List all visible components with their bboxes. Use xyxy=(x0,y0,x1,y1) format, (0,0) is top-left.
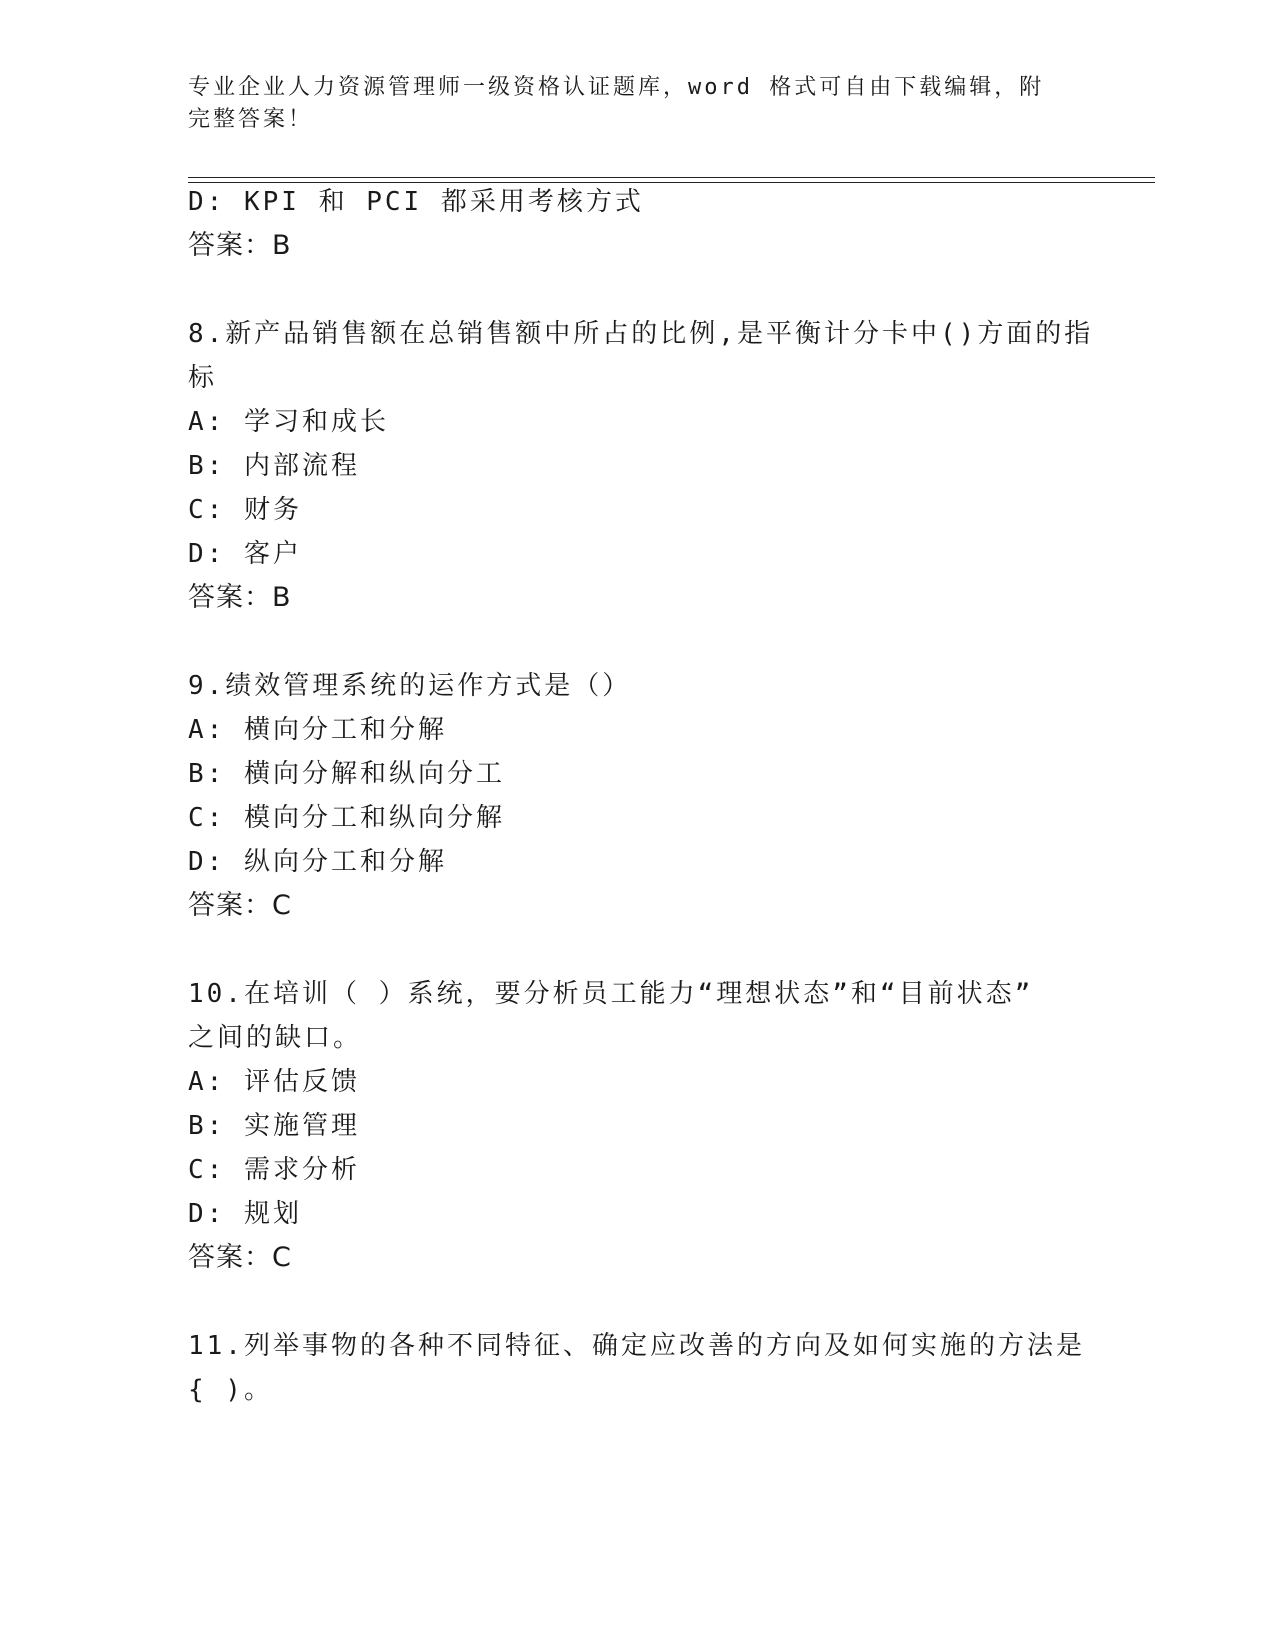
q10-option-b: B: 实施管理 xyxy=(188,1111,360,1141)
q8-option-b: B: 内部流程 xyxy=(188,451,360,481)
q7-option-d: D: KPI 和 PCI 都采用考核方式 xyxy=(188,187,644,217)
q9-option-c: C: 模向分工和纵向分解 xyxy=(188,803,505,833)
q11-stem-line1: 11.列举事物的各种不同特征、确定应改善的方向及如何实施的方法是 xyxy=(188,1331,1085,1361)
q11-stem-line2: { )。 xyxy=(188,1375,273,1405)
q9-option-a: A: 横向分工和分解 xyxy=(188,715,447,745)
q7-answer: 答案：B xyxy=(188,230,292,261)
q10-option-c: C: 需求分析 xyxy=(188,1155,360,1185)
q9-stem-line1: 9.绩效管理系统的运作方式是（） xyxy=(188,671,632,701)
q10-stem-line1: 10.在培训（ ）系统，要分析员工能力“理想状态”和“目前状态” xyxy=(188,979,1034,1009)
q8-option-c: C: 财务 xyxy=(188,495,302,525)
q10-stem-line2: 之间的缺口。 xyxy=(188,1023,363,1053)
q8-option-d: D: 客户 xyxy=(188,539,302,569)
header-divider-top xyxy=(188,177,1155,178)
q10-option-a: A: 评估反馈 xyxy=(188,1067,360,1097)
q10-option-d: D: 规划 xyxy=(188,1199,302,1229)
q9-option-b: B: 横向分解和纵向分工 xyxy=(188,759,505,789)
q8-stem-line2: 标 xyxy=(188,363,218,393)
q8-answer: 答案：B xyxy=(188,582,292,613)
q9-option-d: D: 纵向分工和分解 xyxy=(188,847,447,877)
header-divider-bottom xyxy=(188,182,1155,183)
q8-stem-line1: 8.新产品销售额在总销售额中所占的比例,是平衡计分卡中()方面的指 xyxy=(188,319,1094,349)
q10-answer: 答案：C xyxy=(188,1242,292,1273)
q8-option-a: A: 学习和成长 xyxy=(188,407,389,437)
document-header: 专业企业人力资源管理师一级资格认证题库，word 格式可自由下载编辑，附完整答案！ xyxy=(188,75,1045,132)
q9-answer: 答案：C xyxy=(188,890,292,921)
